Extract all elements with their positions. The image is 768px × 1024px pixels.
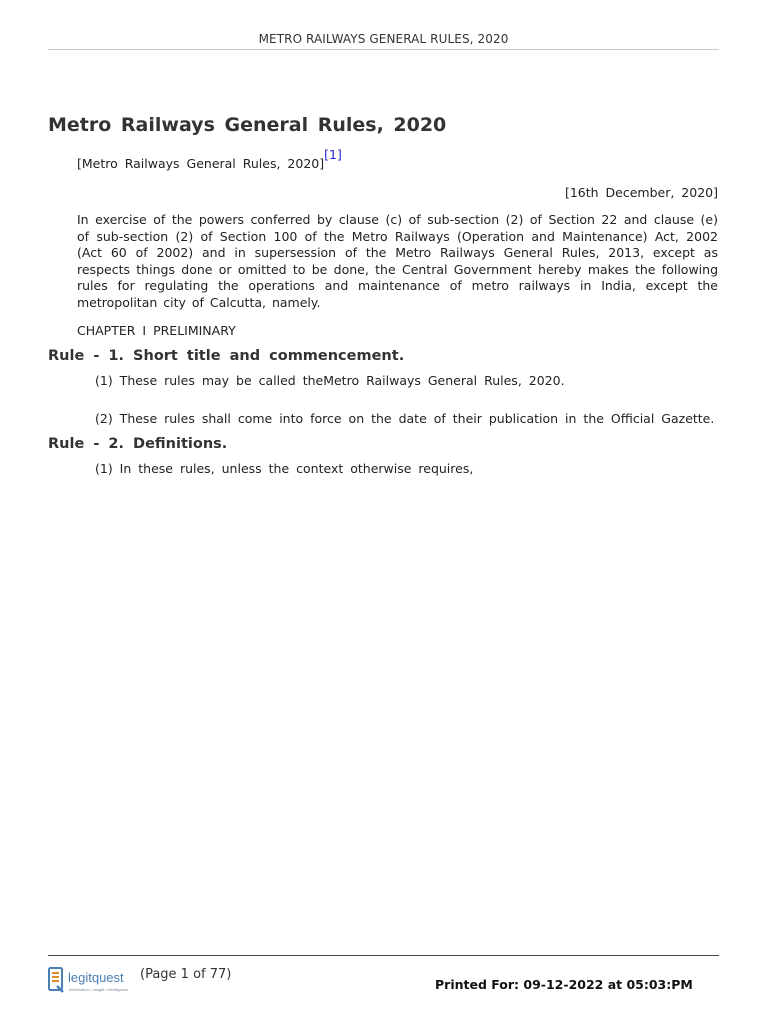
footnote-link[interactable]: [1] — [324, 147, 342, 162]
document-title: Metro Railways General Rules, 2020 — [48, 114, 447, 136]
logo-tagline: Information • Insight • Intelligence — [69, 987, 129, 992]
rule-1-heading: Rule - 1. Short title and commencement. — [48, 348, 405, 364]
rule-2-heading: Rule - 2. Definitions. — [48, 436, 228, 452]
header-divider — [48, 49, 719, 50]
rule-1-clause-2: (2) These rules shall come into force on the date of their publication in the Official Gazette. — [95, 411, 715, 426]
notification-date: [16th December, 2020] — [564, 185, 718, 200]
logo-wordmark: legitquest — [68, 970, 124, 985]
running-header: METRO RAILWAYS GENERAL RULES, 2020 — [258, 32, 509, 46]
footer-divider — [48, 955, 719, 956]
legitquest-logo — [48, 965, 136, 995]
notification-text: [Metro Railways General Rules, 2020] — [77, 156, 325, 171]
notification-line — [77, 147, 342, 171]
page-indicator: (Page 1 of 77) — [140, 967, 232, 982]
printed-for-stamp: Printed For: 09-12-2022 at 05:03:PM — [435, 977, 693, 992]
rule-2-clause-1: (1) In these rules, unless the context otherwise requires, — [95, 461, 474, 476]
rule-1-clause-1: (1) These rules may be called theMetro Railways General Rules, 2020. — [95, 373, 565, 388]
preamble-paragraph: In exercise of the powers conferred by clause (c) of sub-section (2) of Section 22 and clause (e) of sub-section (2) of Section 100 of the Metro Railways (Operation and Maintenance) Act, 2002 (Act 60 of 2002) and in supersession of the Metro Railways General Rules, 2013, except as respects things done or omitted to be done, the Central Government hereby makes the following rules for regulating the operations and maintenance of metro railways in India, except the metropolitan city of Calcutta, namely. — [77, 212, 718, 310]
chapter-heading: CHAPTER I PRELIMINARY — [77, 323, 236, 338]
